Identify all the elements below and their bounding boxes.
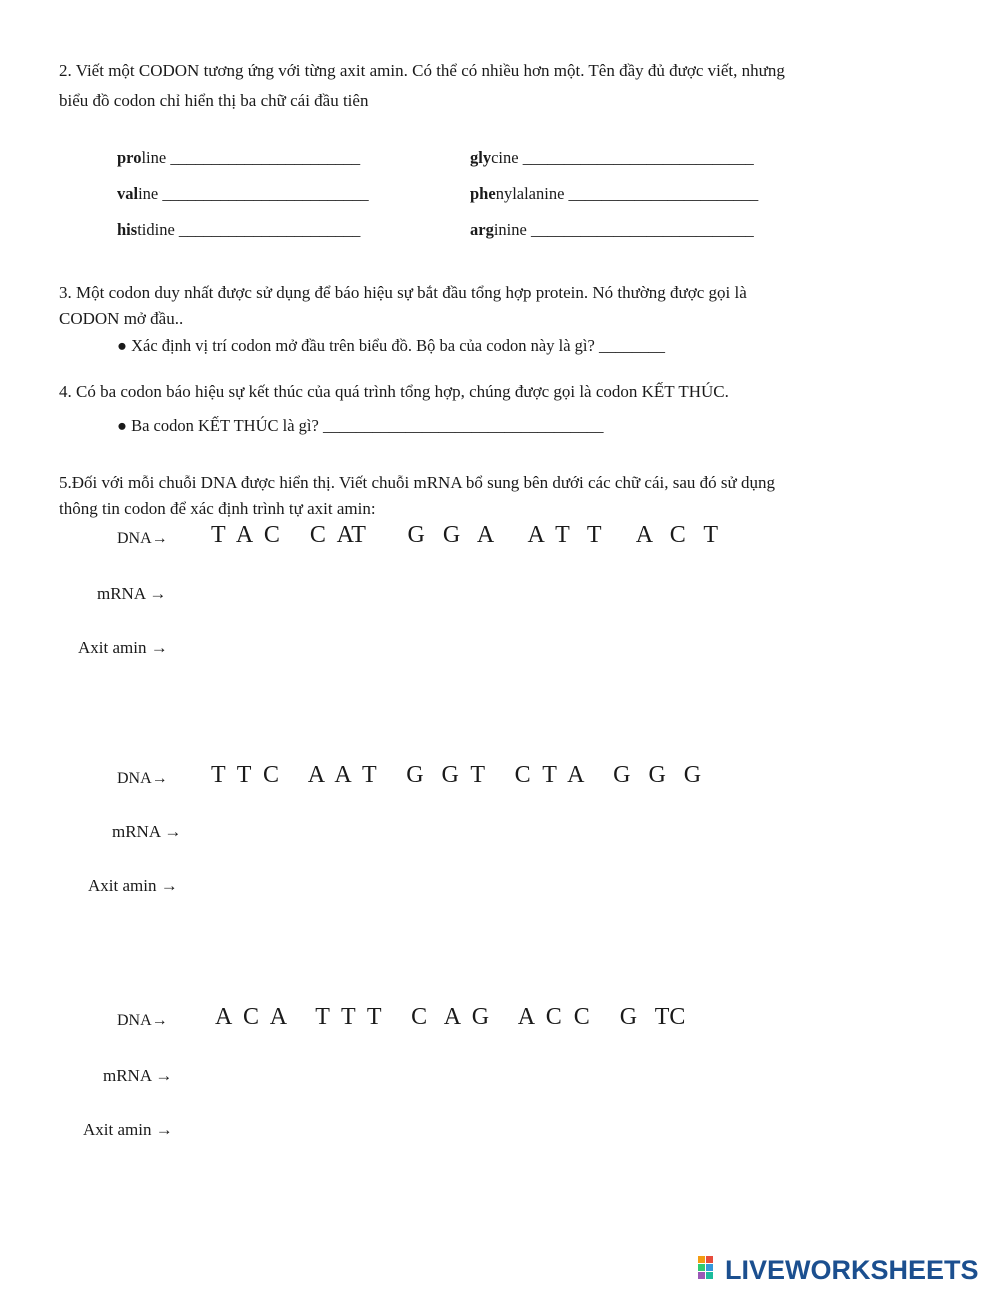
amino-acid-proline[interactable]: proline _______________________ <box>117 148 361 167</box>
answer-blank[interactable]: ____________________________ <box>522 148 754 167</box>
amino-acid-glycine[interactable]: glycine ____________________________ <box>470 148 754 167</box>
q2-line2: biểu đồ codon chỉ hiển thị ba chữ cái đầu tiên <box>59 91 369 110</box>
q3-start-codon-question[interactable]: ● Xác định vị trí codon mở đầu trên biểu đồ. Bộ ba của codon này là gì? ________ <box>117 336 665 355</box>
q2-line1: 2. Viết một CODON tương ứng với từng axit amin. Có thể có nhiều hơn một. Tên đầy đủ được viết, nhưng <box>59 61 785 80</box>
amino-acid-phenylalanine[interactable]: phenylalanine _______________________ <box>470 184 759 203</box>
dna-label: DNA→ <box>117 530 168 547</box>
q3-line2: CODON mở đầu.. <box>59 309 184 328</box>
amino-acid-label: Axit amin → <box>83 1120 173 1139</box>
dna-sequence-3: A C A T T T C A G A C C G TC <box>215 1004 686 1030</box>
liveworksheets-logo-text: LIVEWORKSHEETS <box>725 1254 979 1285</box>
answer-blank[interactable]: _______________________ <box>568 184 759 203</box>
answer-blank[interactable]: _________________________ <box>162 184 369 203</box>
amino-acid-label: Axit amin → <box>88 876 178 895</box>
dna-sequence-2: T T C A A T G G T C T A G G G <box>211 762 702 788</box>
dna-sequence-1: T A C C AT G G A A T T A C T <box>211 522 719 548</box>
dna-label: DNA→ <box>117 770 168 787</box>
q4-line1: 4. Có ba codon báo hiệu sự kết thúc của quá trình tổng hợp, chúng được gọi là codon KẾT THÚC. <box>59 382 729 401</box>
mrna-label: mRNA → <box>97 584 167 603</box>
answer-blank[interactable]: _______________________ <box>170 148 361 167</box>
amino-acid-histidine[interactable]: histidine ______________________ <box>117 220 361 239</box>
q3-line1: 3. Một codon duy nhất được sử dụng để báo hiệu sự bắt đầu tổng hợp protein. Nó thường được gọi là <box>59 283 747 302</box>
mrna-label: mRNA → <box>103 1066 173 1085</box>
amino-acid-valine[interactable]: valine _________________________ <box>117 184 369 203</box>
mrna-label: mRNA → <box>112 822 182 841</box>
q4-stop-codon-question[interactable]: ● Ba codon KẾT THÚC là gì? __________________________________ <box>117 416 604 435</box>
dna-label: DNA→ <box>117 1012 168 1029</box>
liveworksheets-cubes-icon <box>698 1256 722 1284</box>
answer-blank[interactable]: ______________________ <box>178 220 361 239</box>
answer-blank[interactable]: ___________________________ <box>530 220 754 239</box>
amino-acid-label: Axit amin → <box>78 638 168 657</box>
liveworksheets-logo <box>698 1254 979 1286</box>
amino-acid-arginine[interactable]: arginine ___________________________ <box>470 220 754 239</box>
q5-line2: thông tin codon để xác định trình tự axit amin: <box>59 499 376 518</box>
q5-line1: 5.Đối với mỗi chuỗi DNA được hiển thị. Viết chuỗi mRNA bổ sung bên dưới các chữ cái, sau đó sử dụng <box>59 473 775 492</box>
